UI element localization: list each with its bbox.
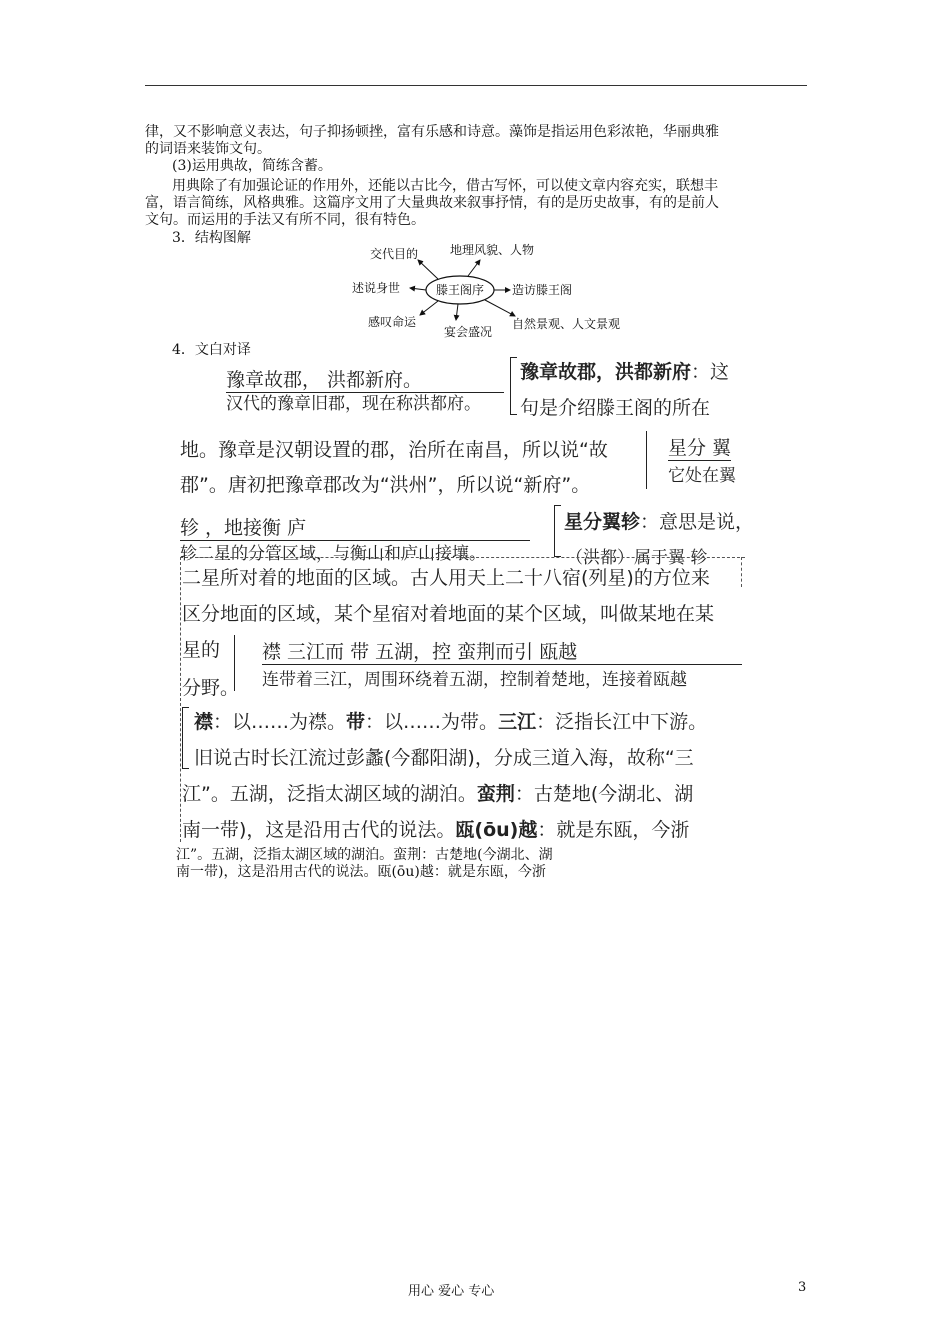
note-bracket (510, 357, 517, 415)
center-label: 滕王阁序 (435, 283, 485, 297)
body-line: 用典除了有加强论证的作用外，还能以古比今，借古写怀，可以使文章内容充实，联想丰 (172, 178, 718, 194)
note-text: （洪都）属于翼 轸 (566, 548, 708, 568)
note-bracket (646, 431, 653, 489)
note-text: 二星所对着的地面的区域。古人用天上二十八宿(列星)的方位来 (182, 567, 710, 589)
body-line: (3)运用典故，简练含蓄。 (172, 158, 332, 174)
note-text: 南一带)，这是沿用古代的说法。瓯(ōu)越：就是东瓯，今浙 (182, 819, 690, 841)
orig-text: 轸 ，地接衡 庐 (180, 513, 530, 541)
note-text: 分野。 (182, 677, 240, 699)
node-right: 造访滕王阁 (512, 283, 573, 297)
node-bottom-right: 自然景观、人文景观 (512, 317, 621, 331)
note-text: 旧说古时长江流过彭蠡(今鄱阳湖)，分成三道入海，故称“三 (194, 747, 694, 769)
overlay-text: 南一带)，这是沿用古代的说法。瓯(ōu)越：就是东瓯，今浙 (176, 864, 546, 880)
section-heading: 3．结构图解 (172, 230, 251, 246)
node-bottom-left: 感叹命运 (368, 315, 417, 329)
crop-line (180, 557, 181, 842)
note-bracket (182, 707, 189, 769)
body-line: 律，又不影响意义表达，句子抑扬顿挫，富有乐感和诗意。藻饰是指运用色彩浓艳，华丽典雅 (145, 124, 719, 140)
body-line: 的词语来装饰文句。 (145, 141, 271, 157)
note-text: 星分翼轸：意思是说， (564, 511, 755, 533)
trans-text: 汉代的豫章旧郡，现在称洪都府。 (226, 394, 481, 414)
overlay-text: 江”。五湖，泛指太湖区域的湖泊。蛮荆：古楚地(今湖北、湖 (176, 847, 553, 863)
note-text: 江”。五湖，泛指太湖区域的湖泊。蛮荆：古楚地(今湖北、湖 (182, 783, 694, 805)
trans-text: 轸二星的分管区域，与衡山和庐山接壤。 (180, 544, 486, 564)
structure-diagram (340, 240, 650, 340)
note-text: 郡”。唐初把豫章郡改为“洪州”，所以说“新府”。 (180, 474, 591, 496)
note-text: 区分地面的区域，某个星宿对着地面的某个区域，叫做某地在某 (182, 603, 715, 625)
node-bottom: 宴会盛况 (444, 325, 493, 339)
header-rule (145, 85, 807, 86)
page-number: 3 (798, 1280, 807, 1295)
translation-scan (176, 355, 756, 845)
node-top-left: 交代目的 (370, 247, 419, 261)
crop-line (741, 557, 742, 587)
section-heading: 4．文白对译 (172, 342, 251, 358)
note-text: 襟：以……为襟。带：以……为带。三江：泛指长江中下游。 (194, 711, 708, 733)
trans-text: 它处在翼 (668, 466, 736, 486)
node-top-right: 地理风貌、人物 (450, 243, 535, 257)
note-text: 星的 (182, 639, 221, 661)
crop-line (180, 557, 745, 558)
trans-text: 连带着三江，周围环绕着五湖，控制着楚地，连接着瓯越 (262, 670, 687, 690)
note-bracket (234, 635, 241, 691)
note-text: 豫章故郡，洪都新府：这 (520, 361, 730, 383)
orig-text: 襟 三江而 带 五湖，控 蛮荆而引 瓯越 (262, 637, 742, 665)
body-line: 富，语言简练，风格典雅。这篇序文用了大量典故来叙事抒情，有的是历史故事，有的是前人 (145, 195, 719, 211)
note-text: 句是介绍滕王阁的所在 (520, 397, 711, 419)
orig-text: 豫章故郡， 洪都新府。 (226, 365, 504, 393)
note-bracket (554, 505, 561, 557)
body-line: 文句。而运用的手法又有所不同，很有特色。 (145, 212, 425, 228)
footer-motto: 用心 爱心 专心 (408, 1284, 495, 1299)
node-left: 述说身世 (352, 281, 401, 295)
note-text: 地。豫章是汉朝设置的郡，治所在南昌，所以说“故 (180, 439, 608, 461)
orig-text: 星分 翼 (668, 433, 731, 461)
